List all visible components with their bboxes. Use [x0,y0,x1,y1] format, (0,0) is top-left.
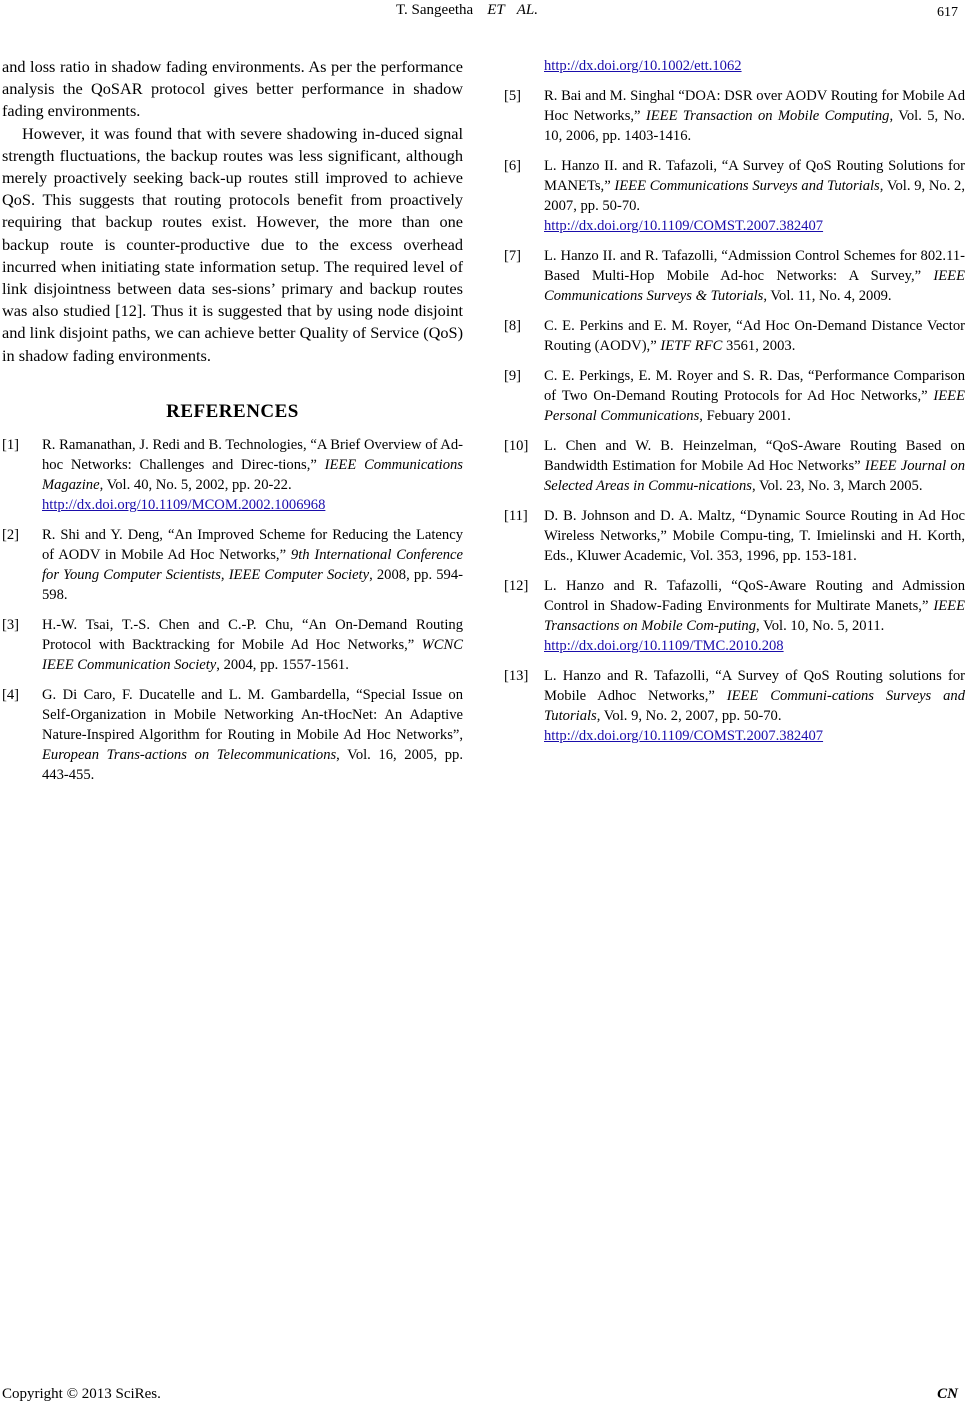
reference-details: , Vol. 23, No. 3, March 2005. [751,478,923,494]
reference-item [2,435,463,515]
reference-authors-title: L. Hanzo and R. Tafazolli, “A Survey of QoS Routing solutions for Mobile Adhoc Networks,” [544,668,965,704]
reference-item [2,685,463,785]
reference-link[interactable]: http://dx.doi.org/10.1002/ett.1062 [544,58,742,74]
reference-number: [4] [2,687,20,704]
reference-authors-title: R. Ramanathan, J. Redi and B. Technologies, “A Brief Overview of Ad-hoc Networks: Challenges and Direc-tions,” [42,437,463,474]
reference-item [2,615,463,675]
reference-item [504,156,965,236]
reference-authors-title: C. E. Perkins and E. M. Royer, “Ad Hoc On-Demand Distance Vector Routing (AODV),” [544,318,965,354]
page-number: 617 [937,5,958,20]
reference-venue: WCNC IEEE Communication Society [42,637,463,674]
reference-number: [11] [504,508,528,524]
reference-authors-title: L. Hanzo II. and R. Tafazoli, “A Survey of QoS Routing Solutions for MANETs,” [544,158,965,194]
reference-number: [8] [504,318,522,334]
right-column [504,56,965,756]
reference-number: [3] [2,617,20,634]
reference-authors-title: C. E. Perkings, E. M. Royer and S. R. Das, “Performance Comparison of Two On-Demand Routing Protocols for Ad Hoc Networks,” [544,368,965,404]
reference-link[interactable]: http://dx.doi.org/10.1109/MCOM.2002.1006968 [42,497,326,514]
reference-text [42,435,463,515]
reference-venue: IETF RFC [660,338,723,354]
reference-list-left [2,435,463,785]
reference-number: [2] [2,527,20,544]
reference-details: , Vol. 11, No. 4, 2009. [763,288,892,304]
reference-text [544,366,965,426]
header-et: ET [487,2,505,18]
reference-number: [10] [504,438,529,454]
running-header [0,0,966,30]
reference-authors-title: L. Hanzo and R. Tafazolli, “QoS-Aware Routing and Admission Control in Shadow-Fading Environments for Multirate Manets,” [544,578,965,614]
reference-venue: 9th International Conference for Young Computer Scientists, IEEE Computer Society [42,547,463,584]
reference-text [544,436,965,496]
reference-number: [12] [504,578,529,594]
reference-number: [9] [504,368,522,384]
reference-item [504,86,965,146]
references-heading: REFERENCES [166,400,299,422]
reference-link[interactable]: http://dx.doi.org/10.1109/TMC.2010.208 [544,638,784,654]
reference-details: , Vol. 9, No. 2, 2007, pp. 50-70. [596,708,782,724]
reference-number: [7] [504,248,522,264]
reference-text [544,666,965,746]
reference-item [504,436,965,496]
reference-authors-title: G. Di Caro, F. Ducatelle and L. M. Gambardella, “Special Issue on Self-Organization in Mobile Networking An-tHocNet: An Adaptive Nature-Inspired Algorithm for Routing in Mobile Ad Hoc Networks”, [42,687,463,744]
reference-details: , Vol. 40, No. 5, 2002, pp. 20-22. [99,477,292,494]
reference-item [504,666,965,746]
reference-text [544,156,965,236]
body-paragraph: and loss ratio in shadow fading environments. As per the performance analysis the QoSAR protocol gives better performance in shadow fading environments. [2,57,463,121]
reference-authors-title: R. Shi and Y. Deng, “An Improved Scheme for Reducing the Latency of AODV in Mobile Ad Hoc Networks,” [42,527,463,564]
reference-details: , 2004, pp. 1557-1561. [216,657,349,674]
reference-item [504,246,965,306]
reference-venue: IEEE Journal on Selected Areas in Commu-nications [544,458,965,494]
reference-details: , Vol. 5, No. 10, 2006, pp. 1403-1416. [544,108,965,144]
reference-authors-title: R. Bai and M. Singhal “DOA: DSR over AODV Routing for Mobile Ad Hoc Networks,” [544,88,965,124]
header-author: T. Sangeetha [396,2,474,18]
reference-authors-title: L. Hanzo II. and R. Tafazolli, “Admission Control Schemes for 802.11-Based Multi-Hop Mobile Ad-hoc Networks: A Survey,” [544,248,965,284]
reference-link[interactable]: http://dx.doi.org/10.1109/COMST.2007.382407 [544,728,824,744]
reference-details: , Vol. 10, No. 5, 2011. [756,618,885,634]
reference-venue: European Trans-actions on Telecommunications [42,747,337,764]
reference-venue: IEEE Personal Communications [544,388,965,424]
reference-item [2,525,463,605]
reference-text [544,316,965,356]
left-column [2,56,463,795]
reference-authors-title: D. B. Johnson and D. A. Maltz, “Dynamic Source Routing in Ad Hoc Wireless Networks,” Mobile Compu-ting, T. Imielinski and H. Korth, Eds., Kluwer Academic, Vol. 353, 1996, pp. 153-181. [544,508,965,564]
reference-number: [13] [504,668,529,684]
reference-text [42,685,463,785]
reference-text [544,576,965,656]
reference-link[interactable]: http://dx.doi.org/10.1109/COMST.2007.382407 [544,218,824,234]
reference-number: [6] [504,158,522,174]
page-footer [2,1386,958,1403]
running-title [396,2,538,19]
reference-venue: IEEE Communications Surveys & Tutorials [544,268,965,304]
reference-venue: IEEE Communications Surveys and Tutorials [614,178,880,194]
reference-text [544,246,965,306]
reference-details: 3561, 2003. [722,338,796,354]
reference-text [544,506,965,566]
reference-details: , Vol. 9, No. 2, 2007, pp. 50-70. [544,178,965,214]
reference-item [504,316,965,356]
reference-venue: IEEE Communi-cations Surveys and Tutorials [544,688,965,724]
reference-authors-title: H.-W. Tsai, T.-S. Chen and C.-P. Chu, “An On-Demand Routing Protocol with Backtracking for Mobile Ad Hoc Networks,” [42,617,463,654]
reference-number: [1] [2,437,20,454]
reference-item [504,506,965,566]
reference-item [504,366,965,426]
reference-authors-title: L. Chen and W. B. Heinzelman, “QoS-Aware Routing Based on Bandwidth Estimation for Mobile Ad Hoc Networks” [544,438,965,474]
reference-item [504,576,965,656]
copyright-notice: Copyright © 2013 SciRes. [2,1386,161,1402]
reference-details: , Vol. 16, 2005, pp. 443-455. [42,747,463,784]
reference-text [42,615,463,675]
header-al: AL. [516,2,538,18]
reference-venue: IEEE Transactions on Mobile Com-puting [544,598,965,634]
reference-list-right [504,86,965,746]
body-paragraph: However, it was found that with severe shadowing in-duced signal strength fluctuations, the backup routes was less significant, although merely proactively seeking back-up routes still improved to achieve QoS. This suggests that routing protocols benefit from proactively requiring that backup routes exist. However, the more than one backup route is counter-productive due to the excess overhead incurred when initiating state information setup. The required level of link disjointness between data ses-sions’ primary and backup routes was also studied [12]. Thus it is suggested that by using node disjoint and link disjoint paths, we can achieve better Quality of Service (QoS) in shadow fading environments. [2,123,463,365]
reference-text [42,525,463,605]
reference-number: [5] [504,88,522,104]
reference-details: , Febuary 2001. [699,408,791,424]
reference-text [544,86,965,146]
reference-venue: IEEE Communications Magazine [42,457,463,494]
reference-venue: IEEE Transaction on Mobile Computing [645,108,890,124]
reference-details: , 2008, pp. 594-598. [42,567,463,604]
journal-abbrev: CN [937,1386,958,1402]
